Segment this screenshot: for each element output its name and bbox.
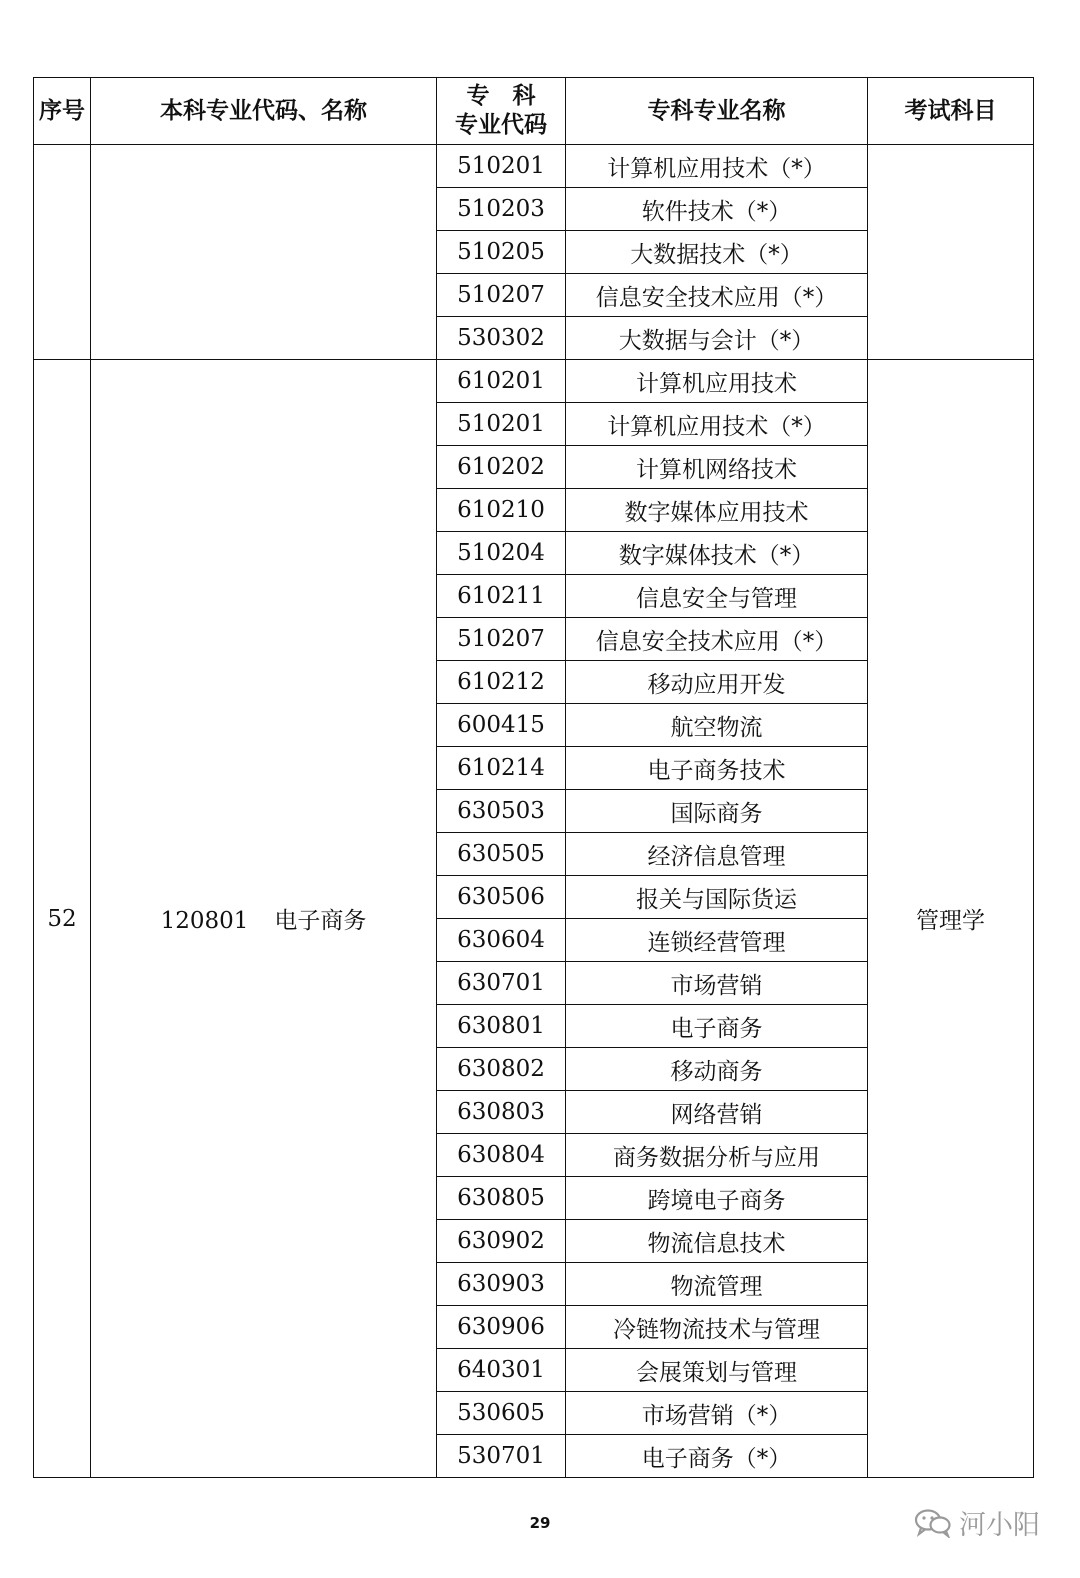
junior-code-cell: 610202 (437, 446, 566, 489)
junior-code-cell: 530605 (437, 1392, 566, 1435)
junior-name-cell: 电子商务 (566, 1005, 868, 1048)
junior-code-cell: 630604 (437, 919, 566, 962)
junior-name-cell: 航空物流 (566, 704, 868, 747)
junior-code-cell: 630505 (437, 833, 566, 876)
junior-code-cell: 630906 (437, 1306, 566, 1349)
junior-name-cell: 市场营销 (566, 962, 868, 1005)
major-table (33, 77, 1034, 1478)
junior-name-cell: 物流信息技术 (566, 1220, 868, 1263)
header-row (34, 78, 1034, 145)
junior-code-cell: 530701 (437, 1435, 566, 1478)
seq-cell: 52 (34, 360, 91, 1478)
header-junior-code-line2: 专业代码 (455, 112, 547, 138)
junior-name-cell: 信息安全技术应用（*） (566, 618, 868, 661)
junior-code-cell: 640301 (437, 1349, 566, 1392)
page-number: 29 (529, 1514, 551, 1532)
junior-code-cell: 610214 (437, 747, 566, 790)
junior-code-cell: 610212 (437, 661, 566, 704)
junior-name-cell: 信息安全与管理 (566, 575, 868, 618)
junior-name-cell: 物流管理 (566, 1263, 868, 1306)
junior-code-cell: 630805 (437, 1177, 566, 1220)
table-body (34, 145, 1034, 1478)
header-exam: 考试科目 (868, 78, 1034, 145)
junior-name-cell: 电子商务技术 (566, 747, 868, 790)
junior-name-cell: 报关与国际货运 (566, 876, 868, 919)
header-seq: 序号 (34, 78, 91, 145)
junior-name-cell: 大数据技术（*） (566, 231, 868, 274)
seq-cell (34, 145, 91, 360)
junior-name-cell: 网络营销 (566, 1091, 868, 1134)
table-row (34, 360, 1034, 403)
junior-code-cell: 630903 (437, 1263, 566, 1306)
header-junior-code-line1: 专 科 (466, 83, 536, 109)
junior-code-cell: 630802 (437, 1048, 566, 1091)
junior-name-cell: 移动商务 (566, 1048, 868, 1091)
junior-name-cell: 商务数据分析与应用 (566, 1134, 868, 1177)
junior-name-cell: 冷链物流技术与管理 (566, 1306, 868, 1349)
junior-name-cell: 计算机应用技术（*） (566, 403, 868, 446)
junior-code-cell: 510204 (437, 532, 566, 575)
junior-code-cell: 630803 (437, 1091, 566, 1134)
junior-code-cell: 510203 (437, 188, 566, 231)
watermark-text: 河小阳 (959, 1510, 1040, 1541)
junior-name-cell: 计算机应用技术 (566, 360, 868, 403)
junior-name-cell: 软件技术（*） (566, 188, 868, 231)
header-junior-name: 专科专业名称 (566, 78, 868, 145)
junior-name-cell: 国际商务 (566, 790, 868, 833)
junior-code-cell: 510205 (437, 231, 566, 274)
table-row (34, 145, 1034, 188)
junior-name-cell: 连锁经营管理 (566, 919, 868, 962)
junior-name-cell: 市场营销（*） (566, 1392, 868, 1435)
junior-code-cell: 610201 (437, 360, 566, 403)
undergrad-name: 电子商务 (274, 908, 367, 934)
junior-name-cell: 计算机网络技术 (566, 446, 868, 489)
junior-code-cell: 510207 (437, 618, 566, 661)
exam-cell (868, 145, 1034, 360)
junior-code-cell: 530302 (437, 317, 566, 360)
junior-name-cell: 经济信息管理 (566, 833, 868, 876)
header-undergrad: 本科专业代码、名称 (91, 78, 437, 145)
junior-name-cell: 信息安全技术应用（*） (566, 274, 868, 317)
junior-name-cell: 会展策划与管理 (566, 1349, 868, 1392)
watermark (913, 1503, 1040, 1542)
junior-code-cell: 510201 (437, 145, 566, 188)
junior-code-cell: 630503 (437, 790, 566, 833)
junior-code-cell: 630804 (437, 1134, 566, 1177)
junior-name-cell: 跨境电子商务 (566, 1177, 868, 1220)
wechat-icon (913, 1508, 953, 1538)
exam-cell: 管理学 (868, 360, 1034, 1478)
junior-name-cell: 数字媒体技术（*） (566, 532, 868, 575)
junior-code-cell: 630801 (437, 1005, 566, 1048)
junior-name-cell: 计算机应用技术（*） (566, 145, 868, 188)
junior-name-cell: 数字媒体应用技术 (566, 489, 868, 532)
junior-code-cell: 630701 (437, 962, 566, 1005)
undergrad-code: 120801 (160, 908, 249, 934)
undergrad-cell (91, 145, 437, 360)
junior-name-cell: 电子商务（*） (566, 1435, 868, 1478)
junior-code-cell: 630506 (437, 876, 566, 919)
junior-code-cell: 610211 (437, 575, 566, 618)
junior-name-cell: 移动应用开发 (566, 661, 868, 704)
junior-code-cell: 630902 (437, 1220, 566, 1263)
junior-name-cell: 大数据与会计（*） (566, 317, 868, 360)
header-junior-code (437, 78, 566, 145)
junior-code-cell: 510207 (437, 274, 566, 317)
junior-code-cell: 610210 (437, 489, 566, 532)
junior-code-cell: 510201 (437, 403, 566, 446)
undergrad-cell (91, 360, 437, 1478)
junior-code-cell: 600415 (437, 704, 566, 747)
